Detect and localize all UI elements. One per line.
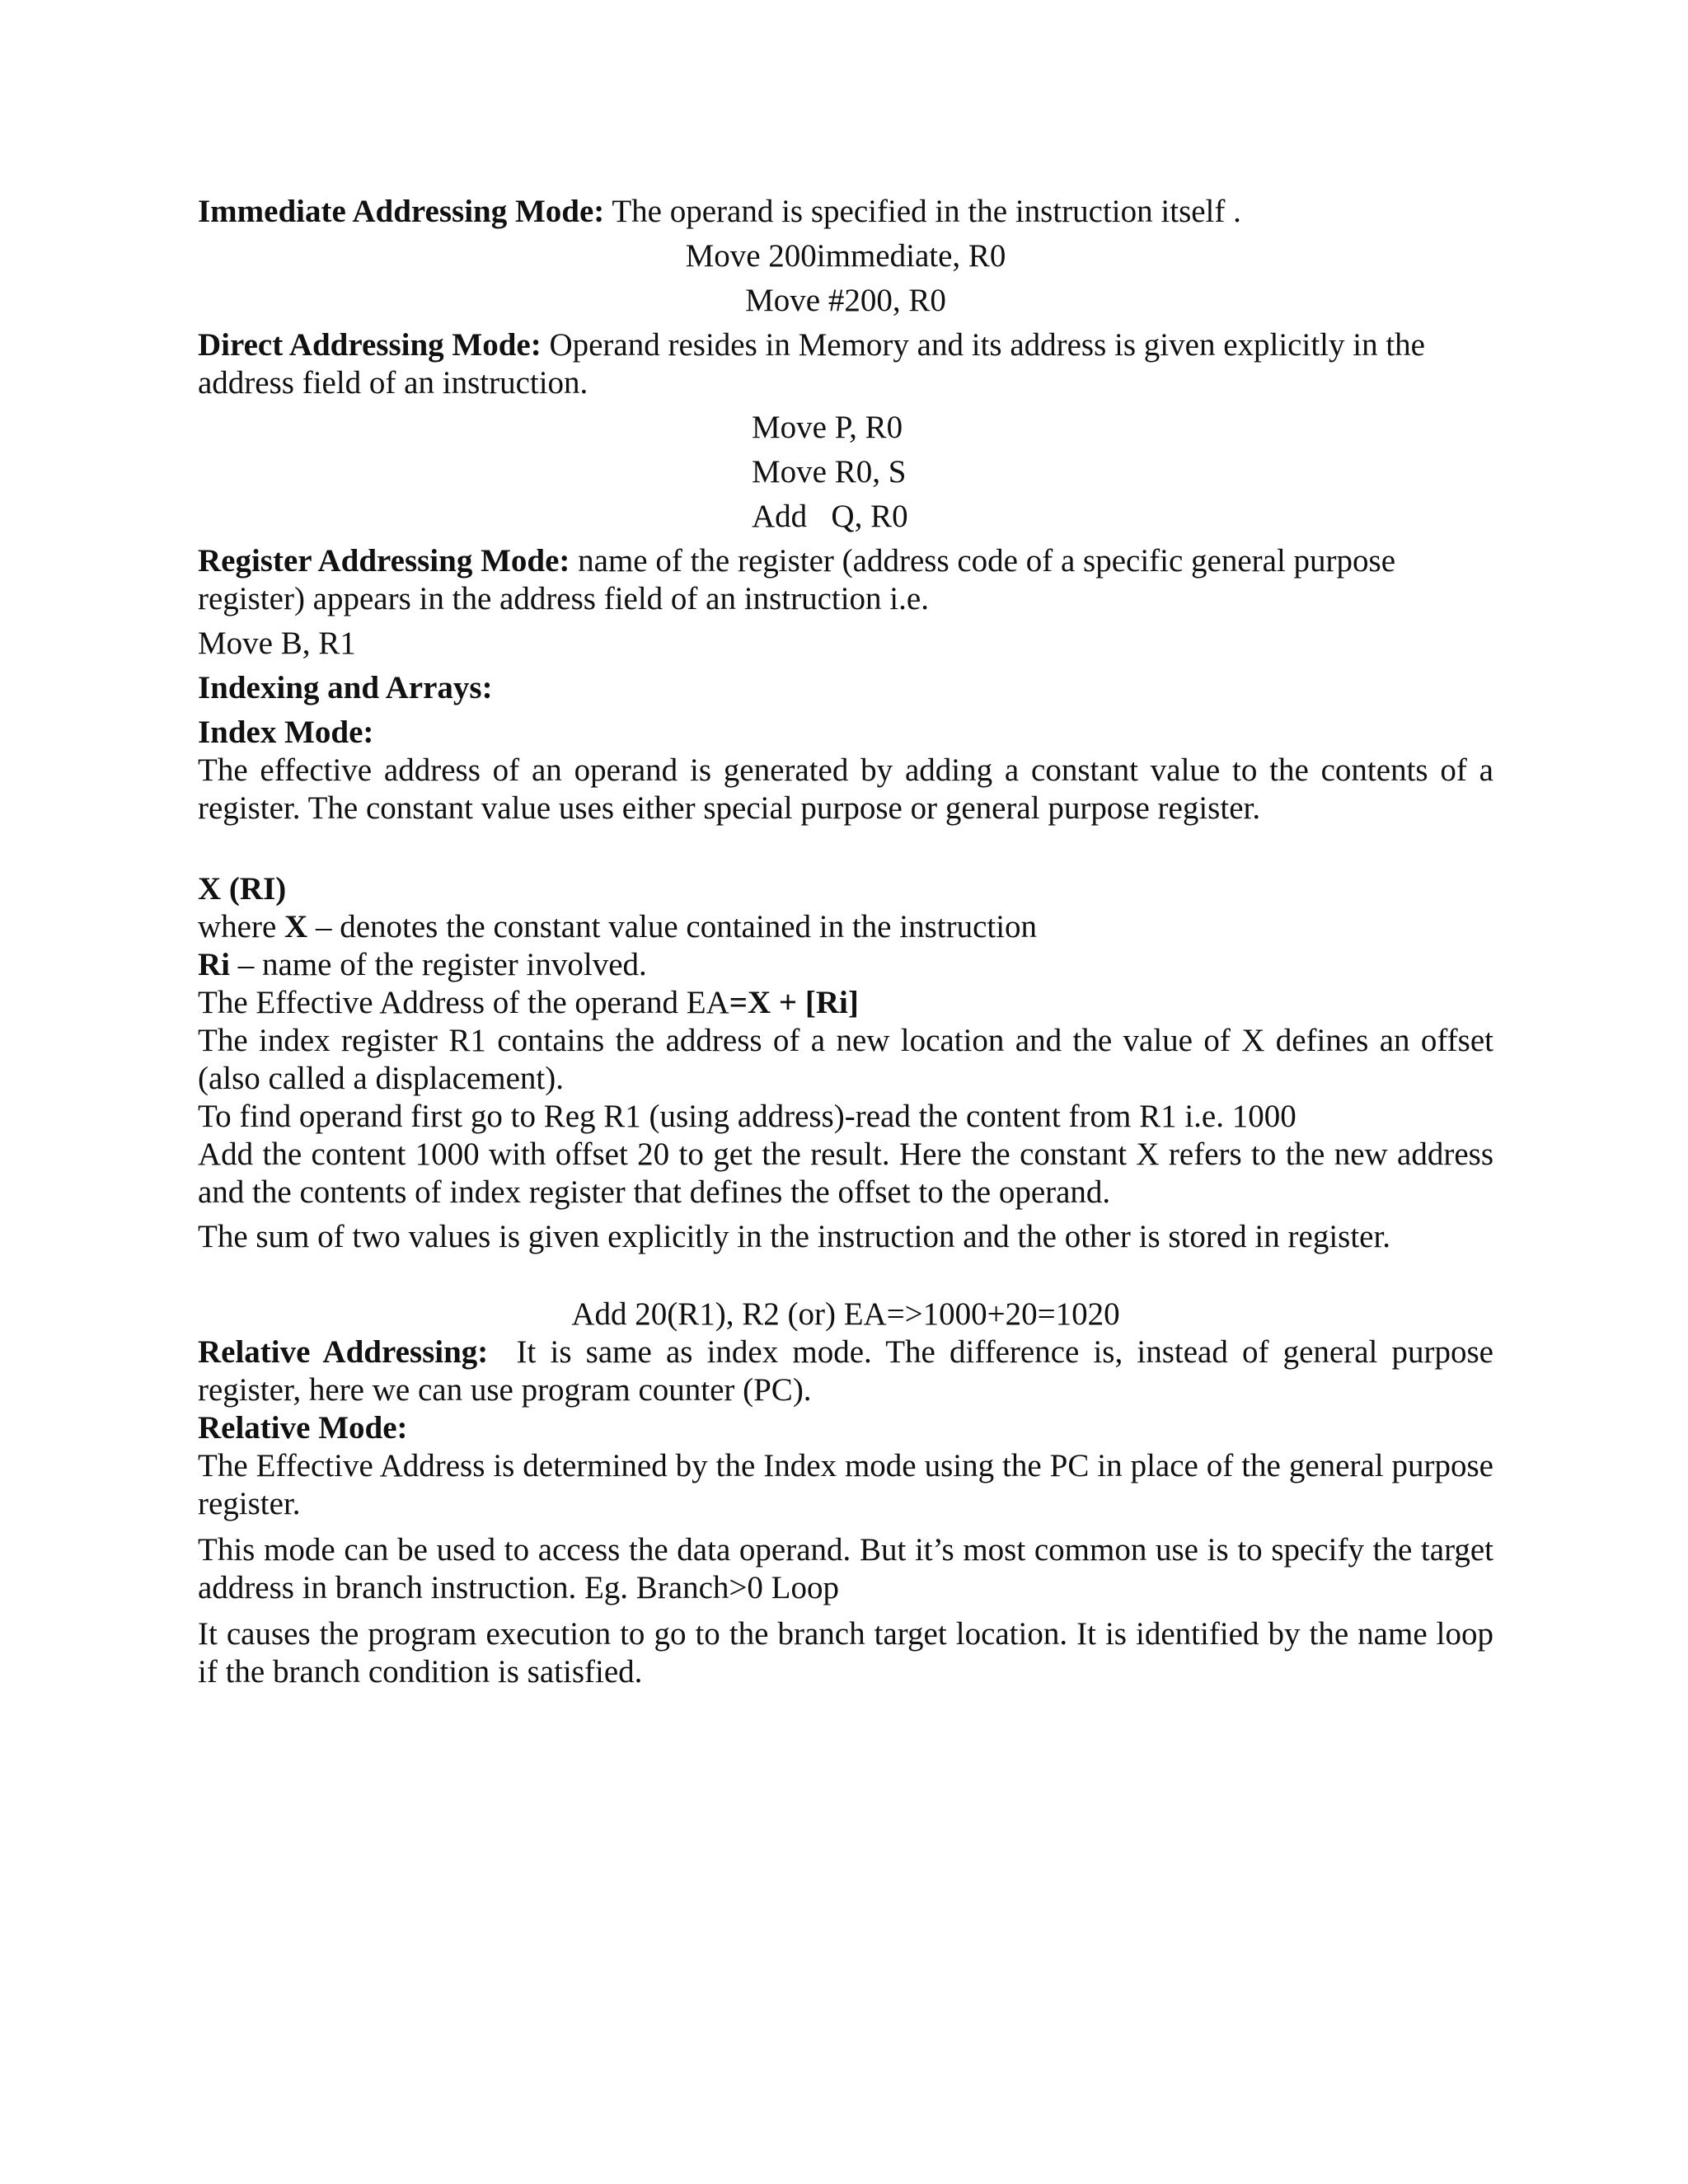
direct-heading: Direct Addressing Mode: bbox=[198, 327, 542, 363]
relative-line-1: The Effective Address is determined by the Index mode using the PC in place of the general purpose register. bbox=[198, 1448, 1493, 1521]
direct-paragraph bbox=[198, 326, 1493, 402]
immediate-code-1: Move 200immediate, R0 bbox=[685, 238, 1006, 274]
direct-code-block bbox=[198, 409, 1493, 536]
immediate-code-2: Move #200, R0 bbox=[745, 283, 946, 318]
index-mode-heading: Index Mode: bbox=[198, 715, 374, 750]
direct-code-2: Move R0, S bbox=[752, 454, 907, 490]
relative-paragraph bbox=[198, 1333, 1502, 1409]
index-ea-line bbox=[198, 984, 1493, 1022]
register-heading: Register Addressing Mode: bbox=[198, 543, 570, 579]
relative-text: It is same as index mode. The difference is, instead of general purpose register, here we can use program counter (PC). bbox=[198, 1334, 1502, 1408]
index-notation: X (RI) bbox=[198, 871, 287, 907]
immediate-paragraph bbox=[198, 193, 1493, 231]
relative-heading: Relative Addressing: bbox=[198, 1334, 489, 1370]
register-example: Move B, R1 bbox=[198, 626, 356, 661]
index-example: Add 20(R1), R2 (or) EA=>1000+20=1020 bbox=[571, 1296, 1120, 1332]
direct-code-1: Move P, R0 bbox=[752, 410, 903, 445]
immediate-heading: Immediate Addressing Mode: bbox=[198, 194, 605, 229]
indexing-heading: Indexing and Arrays: bbox=[198, 670, 493, 705]
index-ri-line bbox=[198, 946, 1493, 984]
direct-text: Operand resides in Memory and its address is given explicitly in the address field of an instruction. bbox=[198, 327, 1425, 401]
index-line-4: The sum of two values is given explicitly in the instruction and the other is stored in register. bbox=[198, 1219, 1391, 1254]
where-x: X bbox=[284, 909, 308, 944]
where-text: – denotes the constant value contained in the instruction bbox=[307, 909, 1038, 944]
relative-line-2: This mode can be used to access the data operand. But it’s most common use is to specify the target address in branch instruction. Eg. Branch>0 Loop bbox=[198, 1532, 1493, 1605]
relative-mode-heading: Relative Mode: bbox=[198, 1410, 408, 1446]
ri-label: Ri bbox=[198, 947, 230, 982]
index-where-line bbox=[198, 908, 1493, 946]
ea-formula: =X + [Ri] bbox=[729, 985, 859, 1020]
relative-line-3: It causes the program execution to go to the branch target location. It is identified by the name loop if the branch condition is satisfied. bbox=[198, 1616, 1493, 1690]
immediate-text: The operand is specified in the instruction itself . bbox=[604, 194, 1241, 229]
index-description: The effective address of an operand is generated by adding a constant value to the contents of a register. The constant value uses either special purpose or general purpose register. bbox=[198, 752, 1493, 826]
ea-prefix: The Effective Address of the operand EA bbox=[198, 985, 729, 1020]
index-line-2: To find operand first go to Reg R1 (using address)-read the content from R1 i.e. 1000 bbox=[198, 1099, 1296, 1134]
document-page bbox=[198, 193, 1502, 1691]
direct-code-3: Add Q, R0 bbox=[752, 499, 908, 534]
register-text: name of the register (address code of a specific general purpose register) appears in the address field of an instruction i.e. bbox=[198, 543, 1396, 616]
where-prefix: where bbox=[198, 909, 285, 944]
index-line-3: Add the content 1000 with offset 20 to get the result. Here the constant X refers to the new address and the contents of index register that defines the offset to the operand. bbox=[198, 1137, 1493, 1210]
index-line-1: The index register R1 contains the address of a new location and the value of X defines an offset (also called a displacement). bbox=[198, 1023, 1493, 1096]
register-paragraph bbox=[198, 542, 1493, 618]
ri-text: – name of the register involved. bbox=[230, 947, 647, 982]
